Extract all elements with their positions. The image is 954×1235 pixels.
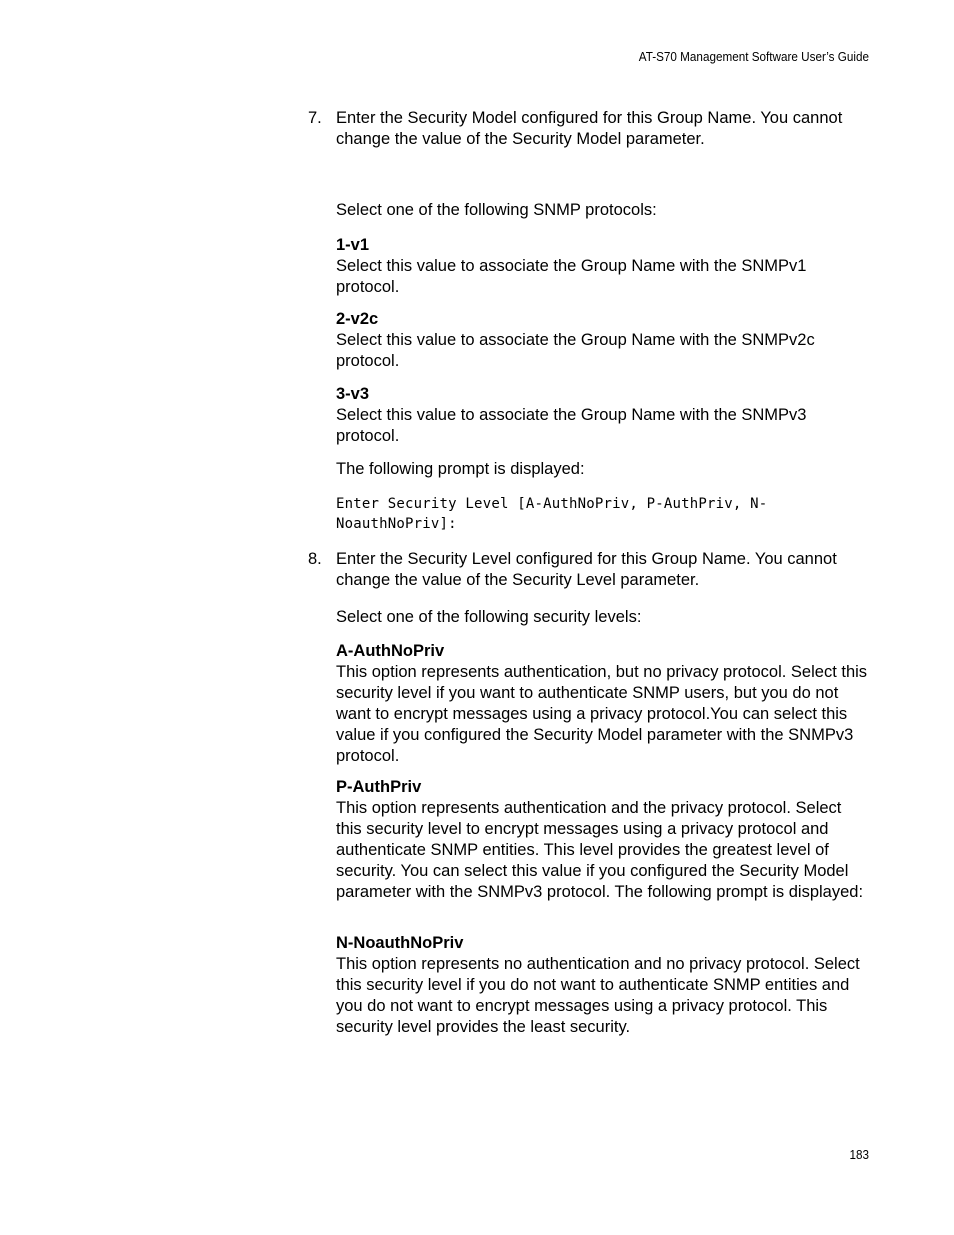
security-level-prompt bbox=[336, 494, 868, 534]
option-description: This option represents authentication, but no privacy protocol. Select this security level if you want to authenticate SNMP users, but you do not want to encrypt messages using a privacy protocol.You can select this value if you configured the Security Model parameter with the SNMPv3 protocol. bbox=[336, 663, 868, 765]
option-3-v3 bbox=[336, 384, 868, 447]
snmp-protocols-intro: Select one of the following SNMP protocols: bbox=[336, 201, 657, 219]
option-term: 2-v2c bbox=[336, 310, 379, 328]
step-8-text: Enter the Security Level configured for this Group Name. You cannot change the value of the Security Level parameter. bbox=[336, 550, 837, 589]
option-term: 3-v3 bbox=[336, 385, 370, 403]
option-p-authpriv bbox=[336, 777, 868, 903]
option-description: Select this value to associate the Group Name with the SNMPv2c protocol. bbox=[336, 331, 815, 370]
prompt-intro: The following prompt is displayed: bbox=[336, 460, 585, 478]
option-description: Select this value to associate the Group Name with the SNMPv1 protocol. bbox=[336, 257, 807, 296]
security-levels-intro: Select one of the following security levels: bbox=[336, 608, 642, 626]
step-8-number: 8. bbox=[308, 550, 322, 568]
option-term: N-NoauthNoPriv bbox=[336, 934, 464, 952]
option-term: 1-v1 bbox=[336, 236, 370, 254]
page-number: 183 bbox=[849, 1147, 869, 1162]
option-term: A-AuthNoPriv bbox=[336, 642, 445, 660]
option-description: This option represents authentication and the privacy protocol. Select this security level to encrypt messages using a privacy protocol and authenticate SNMP entities. This level provides the greatest level of security. You can select this value if you configured the Security Model parameter with the SNMPv3 protocol. The following prompt is displayed: bbox=[336, 799, 864, 901]
option-1-v1 bbox=[336, 235, 868, 298]
option-2-v2c bbox=[336, 309, 868, 372]
prompt-line-2: NoauthNoPriv]: bbox=[336, 516, 457, 532]
option-description: Select this value to associate the Group Name with the SNMPv3 protocol. bbox=[336, 406, 807, 445]
prompt-line-1: Enter Security Level [A-AuthNoPriv, P-AuthPriv, N- bbox=[336, 496, 768, 512]
running-header: AT-S70 Management Software User’s Guide bbox=[638, 49, 869, 64]
option-description: This option represents no authentication and no privacy protocol. Select this security level if you do not want to authenticate SNMP entities and you do not want to encrypt messages using a privacy protocol. This security level provides the least security. bbox=[336, 955, 860, 1036]
option-term: P-AuthPriv bbox=[336, 778, 422, 796]
option-n-noauthnopriv bbox=[336, 933, 868, 1038]
step-7-text: Enter the Security Model configured for this Group Name. You cannot change the value of the Security Model parameter. bbox=[336, 109, 843, 148]
step-7-number: 7. bbox=[308, 109, 322, 127]
option-a-authnopriv bbox=[336, 641, 868, 767]
